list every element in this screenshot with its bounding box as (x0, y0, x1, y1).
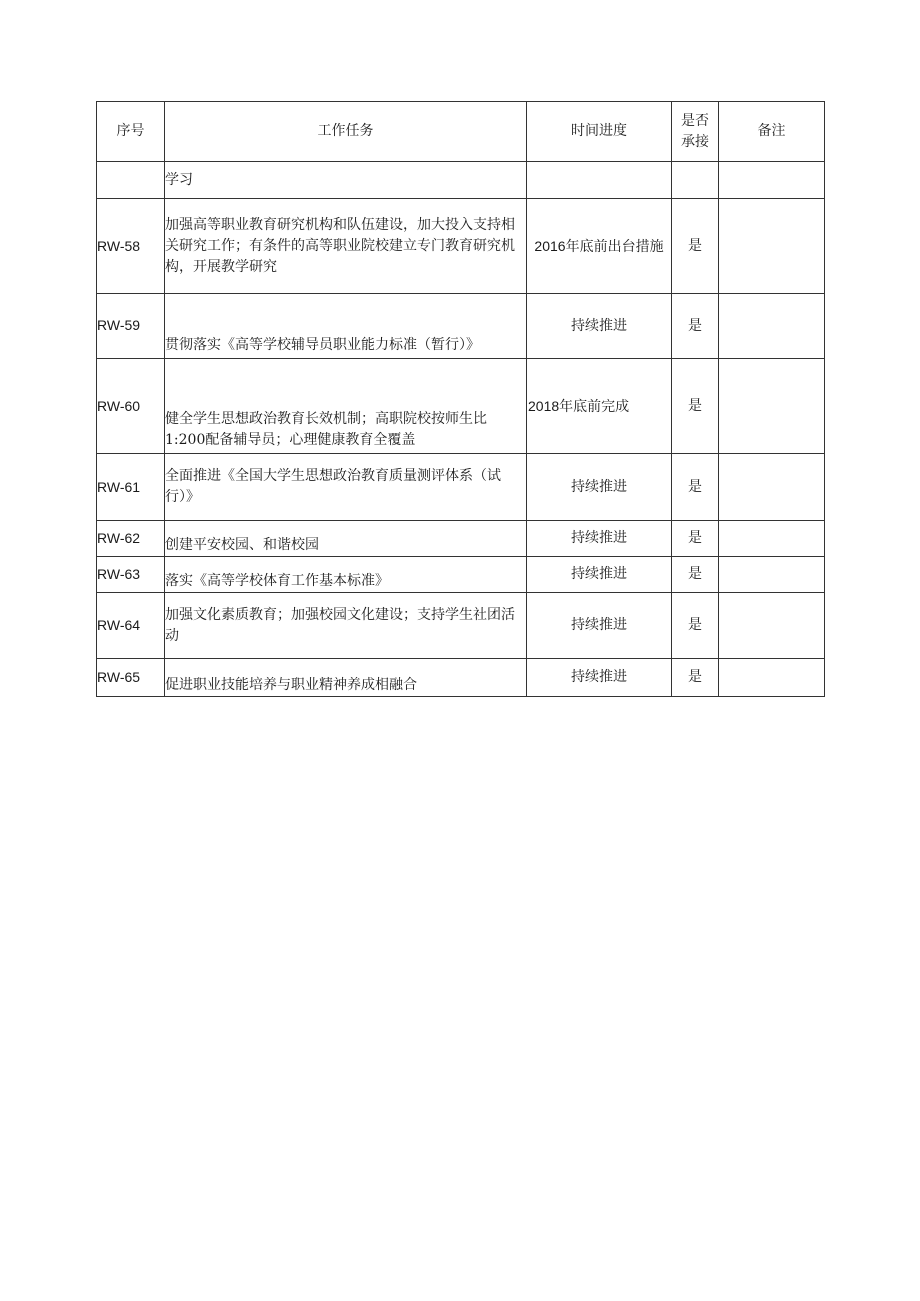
row-time: 持续推进 (527, 593, 672, 659)
row-id: RW-59 (97, 294, 165, 359)
row-note (719, 162, 825, 199)
row-id: RW-64 (97, 593, 165, 659)
header-time: 时间进度 (527, 102, 672, 162)
row-accept (672, 162, 719, 199)
row-time: 持续推进 (527, 454, 672, 521)
row-id: RW-58 (97, 199, 165, 294)
row-time (527, 162, 672, 199)
table-row (97, 521, 825, 557)
table-row (97, 557, 825, 593)
row-id: RW-60 (97, 359, 165, 454)
row-note (719, 521, 825, 557)
row-accept: 是 (672, 659, 719, 697)
header-note: 备注 (719, 102, 825, 162)
row-time: 持续推进 (527, 557, 672, 593)
row-task: 加强文化素质教育；加强校园文化建设；支持学生社团活动 (165, 593, 527, 659)
header-row (97, 102, 825, 162)
task-table (96, 101, 825, 697)
row-id: RW-63 (97, 557, 165, 593)
row-id: RW-62 (97, 521, 165, 557)
row-accept: 是 (672, 359, 719, 454)
row-task: 促进职业技能培养与职业精神养成相融合 (165, 659, 527, 697)
row-task: 创建平安校园、和谐校园 (165, 521, 527, 557)
header-accept: 是否承接 (672, 102, 719, 162)
row-accept: 是 (672, 199, 719, 294)
row-id: RW-61 (97, 454, 165, 521)
row-task: 健全学生思想政治教育长效机制；高职院校按师生比1:200配备辅导员；心理健康教育全覆盖 (165, 359, 527, 454)
row-accept: 是 (672, 521, 719, 557)
table-row (97, 454, 825, 521)
row-note (719, 593, 825, 659)
table-row (97, 294, 825, 359)
row-accept: 是 (672, 593, 719, 659)
header-id: 序号 (97, 102, 165, 162)
row-time: 2016年底前出台措施 (527, 199, 672, 294)
table-row (97, 659, 825, 697)
row-time: 持续推进 (527, 294, 672, 359)
row-note (719, 557, 825, 593)
row-note (719, 454, 825, 521)
row-time: 2018年底前完成 (527, 359, 672, 454)
row-accept: 是 (672, 294, 719, 359)
table-row (97, 359, 825, 454)
row-time: 持续推进 (527, 521, 672, 557)
row-task: 落实《高等学校体育工作基本标准》 (165, 557, 527, 593)
row-task: 学习 (165, 162, 527, 199)
row-task: 加强高等职业教育研究机构和队伍建设，加大投入支持相关研究工作；有条件的高等职业院校建立专门教育研究机构，开展教学研究 (165, 199, 527, 294)
table-row (97, 199, 825, 294)
row-accept: 是 (672, 557, 719, 593)
row-note (719, 659, 825, 697)
row-id: RW-65 (97, 659, 165, 697)
row-accept: 是 (672, 454, 719, 521)
row-note (719, 359, 825, 454)
row-note (719, 294, 825, 359)
row-note (719, 199, 825, 294)
table-row (97, 162, 825, 199)
table-row (97, 593, 825, 659)
row-task: 贯彻落实《高等学校辅导员职业能力标准（暂行）》 (165, 294, 527, 359)
header-task: 工作任务 (165, 102, 527, 162)
row-time: 持续推进 (527, 659, 672, 697)
row-task: 全面推进《全国大学生思想政治教育质量测评体系（试行）》 (165, 454, 527, 521)
row-id (97, 162, 165, 199)
